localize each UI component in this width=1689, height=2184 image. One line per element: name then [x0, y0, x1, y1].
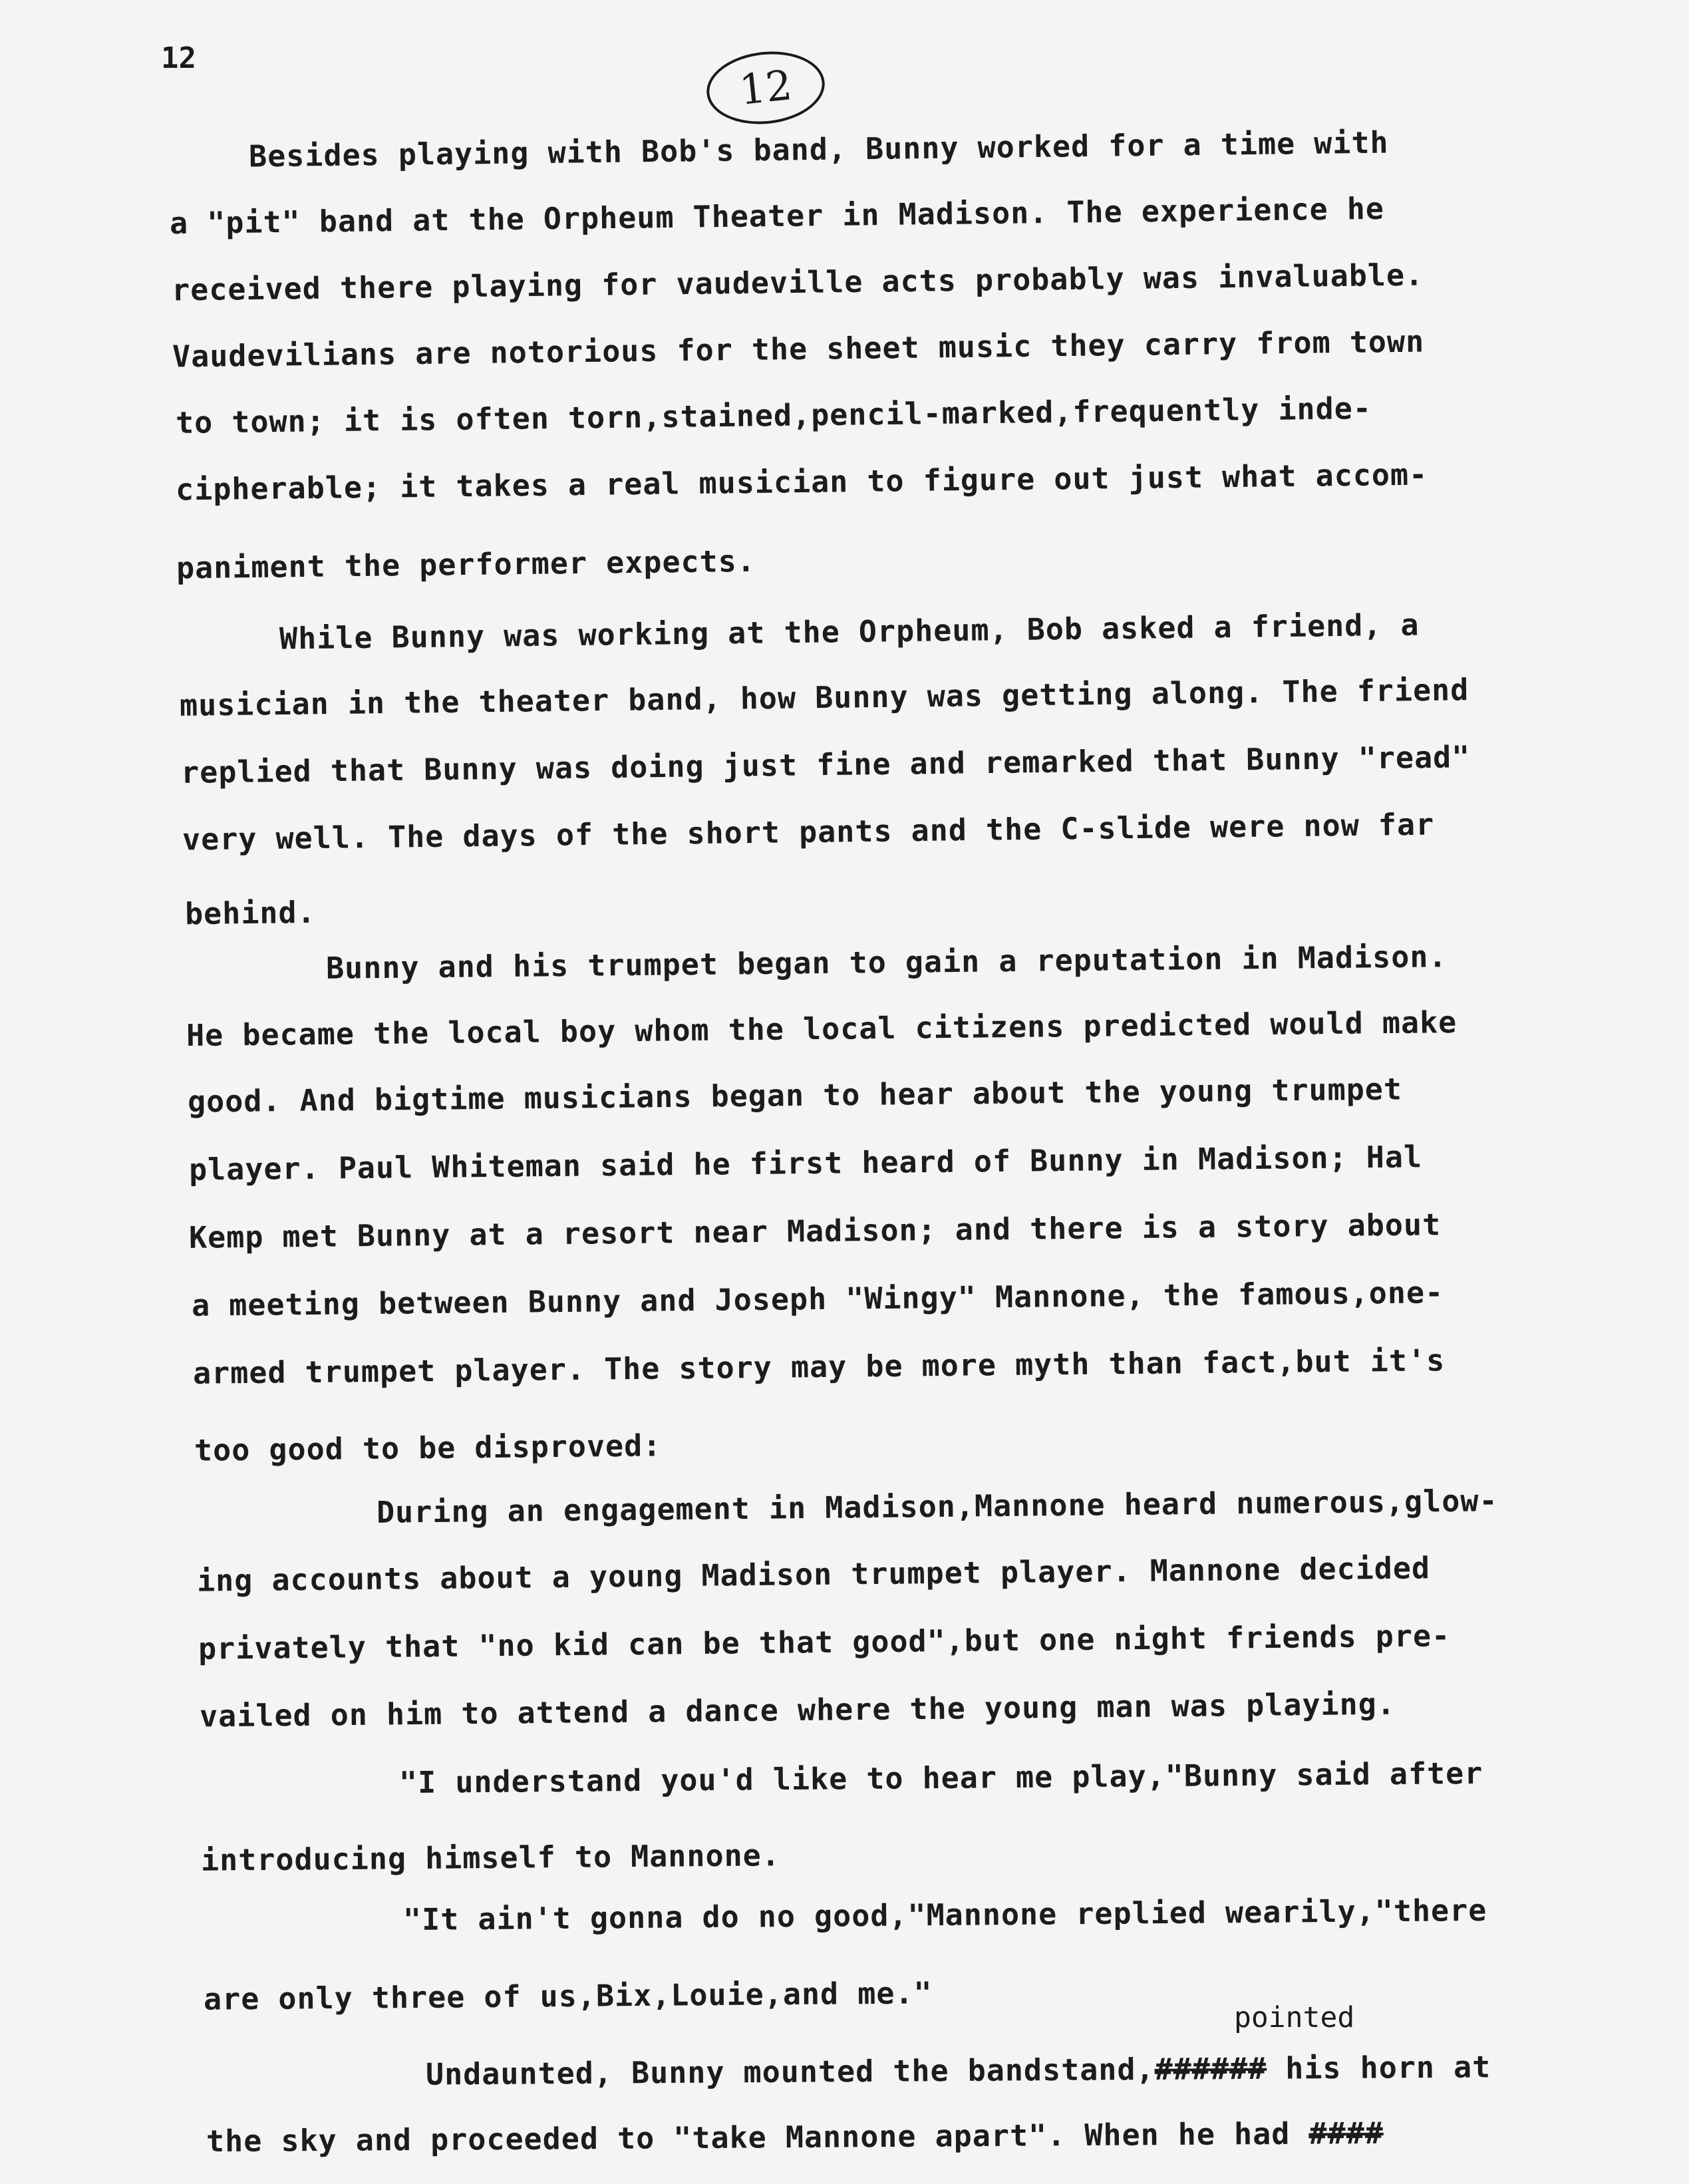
text-line: vailed on him to attend a dance where the young man was playing. [199, 1686, 1396, 1734]
text-line: replied that Bunny was doing just fine and remarked that Bunny "read" [180, 739, 1471, 790]
text-line: privately that "no kid can be that good",but one night friends pre- [198, 1618, 1451, 1666]
line-start: Undaunted, Bunny mounted the bandstand, [425, 2051, 1155, 2092]
text-line: Kemp met Bunny at a resort near Madison; and there is a story about [188, 1207, 1442, 1255]
text-line: ing accounts about a young Madison trumpet player. Mannone decided [196, 1550, 1431, 1599]
text-line: very well. The days of the short pants and the C-slide were now far [182, 806, 1435, 858]
text-line [426, 2049, 1491, 2092]
text-line: He became the local boy whom the local citizens predicted would make [186, 1004, 1458, 1054]
text-line: too good to be disproved: [194, 1428, 662, 1468]
text-line: received there playing for vaudeville acts probably was invaluable. [171, 257, 1424, 308]
line-end: his horn at [1285, 2049, 1491, 2086]
text-line: cipherable; it takes a real musician to figure out just what accom- [175, 456, 1428, 508]
circled-page-number: 12 [703, 46, 828, 130]
text-line: to town; it is often torn,stained,pencil-marked,frequently inde- [175, 390, 1372, 440]
text-line: player. Paul Whiteman said he first heard of Bunny in Madison; Hal [188, 1139, 1423, 1187]
text-line: Vaudevilians are notorious for the sheet music they carry from town [172, 323, 1425, 375]
text-line: "It ain't gonna do no good,"Mannone replied wearily,"there [402, 1892, 1487, 1938]
text-line: armed trumpet player. The story may be more myth than fact,but it's [192, 1342, 1446, 1391]
text-line: introducing himself to Mannone. [200, 1837, 781, 1878]
text-line [206, 2115, 1384, 2159]
struck-out-text: #### [1308, 2115, 1384, 2151]
text-line: a meeting between Bunny and Joseph "Wingy" Mannone, the famous,one- [191, 1275, 1444, 1323]
text-line: a "pit" band at the Orpheum Theater in Madison. The experience he [169, 190, 1385, 241]
page-number: 12 [161, 41, 196, 75]
struck-out-text: ###### [1154, 2050, 1267, 2087]
text-line: behind. [184, 894, 316, 932]
handwritten-insertion: pointed [1234, 2001, 1355, 2034]
text-line: "I understand you'd like to hear me play,"Bunny said after [398, 1755, 1483, 1801]
line-start: the sky and proceeded to "take Mannone apart". When he had [206, 2115, 1291, 2159]
text-line: During an engagement in Madison,Mannone heard numerous,glow- [376, 1483, 1498, 1530]
text-line: are only three of us,Bix,Louie,and me." [203, 1975, 933, 2017]
text-line: paniment the performer expects. [176, 543, 756, 586]
text-line: While Bunny was working at the Orpheum, Bob asked a friend, a [279, 607, 1420, 657]
text-line: Bunny and his trumpet began to gain a reputation in Madison. [325, 939, 1448, 986]
text-line: good. And bigtime musicians began to hear about the young trumpet [187, 1071, 1403, 1120]
text-line: musician in the theater band, how Bunny was getting along. The friend [179, 672, 1469, 723]
text-line: Besides playing with Bob's band, Bunny worked for a time with [248, 124, 1389, 174]
